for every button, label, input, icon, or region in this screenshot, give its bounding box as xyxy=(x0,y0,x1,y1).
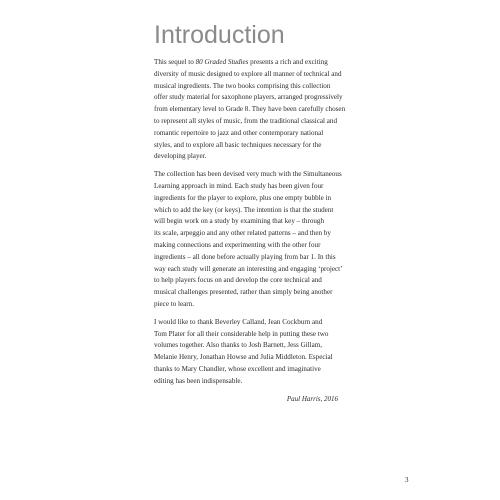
page-number: 3 xyxy=(405,476,409,484)
text-segment: Melanie Henry, Jonathan Howse and Julia Middleton. Especial xyxy=(154,353,333,362)
text-segment: thanks to Mary Chandler, whose excellent and imaginative xyxy=(154,364,321,373)
text-segment: ingredients – all done before actually playing from bar 1. In this xyxy=(154,252,336,261)
text-line xyxy=(154,181,352,193)
text-line xyxy=(154,264,352,276)
text-segment: making connections and experimenting with the other four xyxy=(154,240,321,249)
text-line xyxy=(154,275,352,287)
text-line xyxy=(154,216,352,228)
text-line xyxy=(154,340,352,352)
text-line xyxy=(154,205,352,217)
text-segment: presents a rich and exciting xyxy=(248,58,328,66)
text-segment: will begin work on a study by examining that key – through xyxy=(154,217,325,226)
text-segment: Tom Plater for all their considerable help in putting these two xyxy=(154,329,329,338)
text-segment: The collection has been devised very much with the Simultaneous xyxy=(154,170,342,179)
text-segment: which to add the key (or keys). The intention is that the student xyxy=(154,205,334,214)
page-title: Introduction xyxy=(154,21,285,49)
text-line xyxy=(154,140,352,152)
text-line xyxy=(154,92,352,104)
text-line xyxy=(154,69,352,81)
text-segment: offer study material for saxophone players, arranged progressively xyxy=(154,93,343,102)
text-segment: editing has been indispensable. xyxy=(154,376,243,385)
text-line xyxy=(154,169,352,181)
paragraph xyxy=(154,169,352,311)
text-line xyxy=(154,317,352,329)
book-title-italic: 80 Graded Studies xyxy=(195,58,249,66)
text-line xyxy=(154,116,352,128)
text-segment: to help players focus on and develop the core technical and xyxy=(154,276,322,285)
text-line xyxy=(154,240,352,252)
text-line xyxy=(154,252,352,264)
text-segment: piece to learn. xyxy=(154,299,194,308)
text-line xyxy=(154,287,352,299)
text-segment: diversity of music designed to explore all manner of technical and xyxy=(154,69,342,78)
body-text xyxy=(154,57,352,404)
text-line xyxy=(154,151,352,163)
text-segment: developing player. xyxy=(154,152,207,161)
text-segment: musical ingredients. The two books comprising this collection xyxy=(154,81,331,90)
text-line xyxy=(154,193,352,205)
text-segment: ingredients for the player to explore, plus one empty bubble in xyxy=(154,193,332,202)
text-line xyxy=(154,81,352,93)
text-segment: romantic repertoire to jazz and other contemporary national xyxy=(154,128,324,137)
text-line xyxy=(154,57,352,69)
author-signature: Paul Harris, 2016 xyxy=(286,394,338,403)
text-line xyxy=(154,104,352,116)
paragraph xyxy=(154,317,352,388)
text-segment: its scale, arpeggio and any other related patterns – and then by xyxy=(154,229,331,238)
text-segment: way each study will generate an interesting and engaging ‘project’ xyxy=(154,264,343,273)
text-segment: Learning approach in mind. Each study has been given four xyxy=(154,181,324,190)
text-line xyxy=(154,299,352,311)
text-segment: I would like to thank Beverley Calland, Jean Cockburn and xyxy=(154,317,323,326)
text-segment: styles, and to explore all basic techniques necessary for the xyxy=(154,140,322,149)
paragraph-list xyxy=(154,57,352,388)
text-segment: from elementary level to Grade 8. They have been carefully chosen xyxy=(154,105,346,114)
text-segment: musical challenges presented, rather than simply being another xyxy=(154,288,333,297)
text-segment: volumes together. Also thanks to Josh Barnett, Jess Gillam, xyxy=(154,341,323,350)
text-line xyxy=(154,364,352,376)
text-segment: This sequel to xyxy=(154,58,196,66)
text-line xyxy=(154,329,352,341)
text-line xyxy=(154,376,352,388)
paragraph xyxy=(154,57,352,163)
text-line xyxy=(154,228,352,240)
text-line xyxy=(154,128,352,140)
text-segment: to represent all styles of music, from the traditional classical and xyxy=(154,116,338,125)
text-line xyxy=(154,352,352,364)
